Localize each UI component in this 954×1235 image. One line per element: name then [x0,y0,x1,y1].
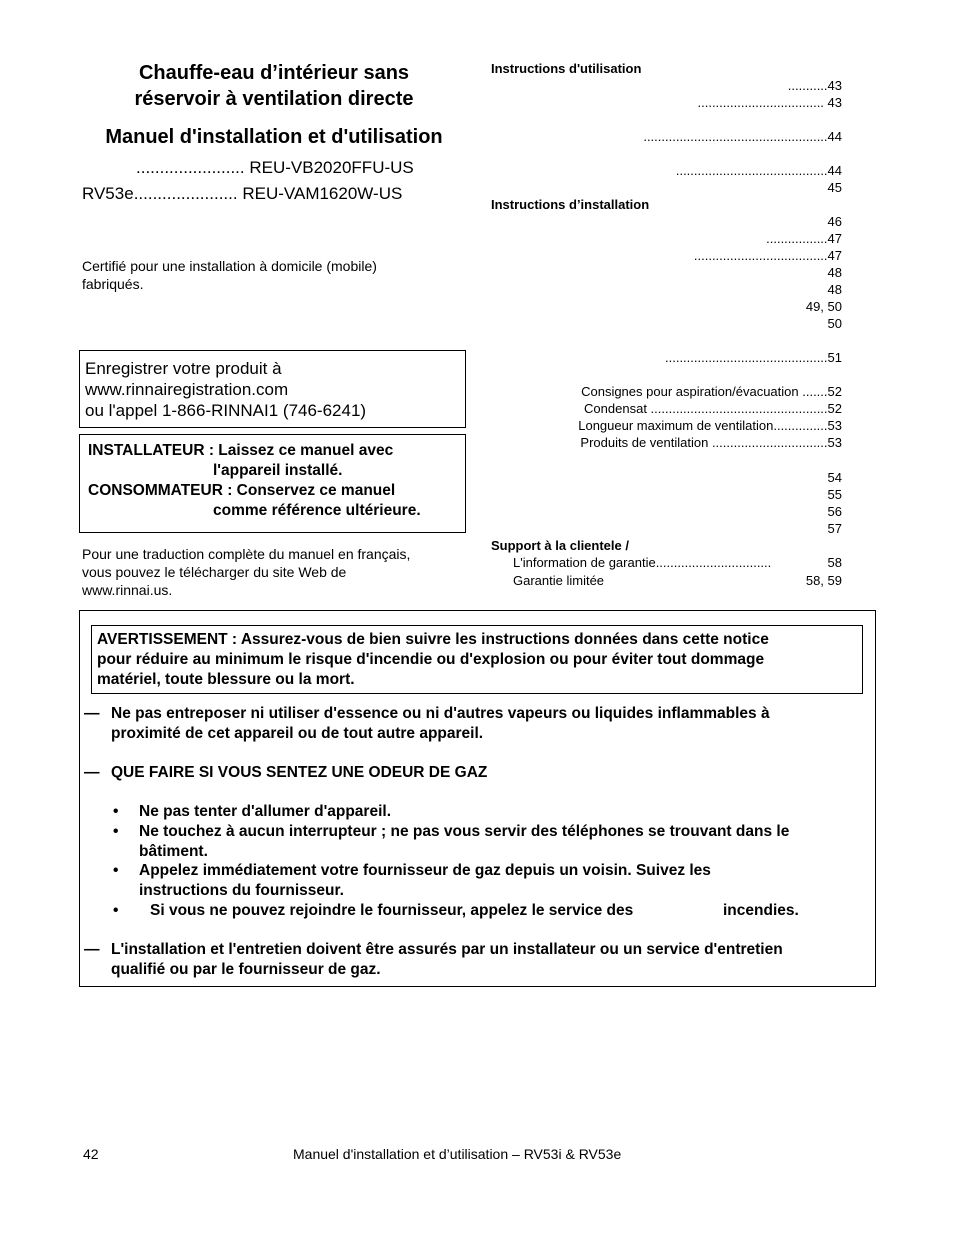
warning-item-installation: L'installation et l'entretien doivent être assurés par un installateur ou un service d'entretien qualifié ou par le fournisseur de gaz. [111,941,783,978]
toc-section-install: Instructions d’installation [491,197,650,212]
bullet-item: Ne touchez à aucun interrupteur ; ne pas vous servir des téléphones se trouvant dans le bâtiment. [139,823,790,860]
page-number: 42 [83,1146,99,1162]
model-dots: ...................... [133,184,238,203]
warning-item-flammable: Ne pas entreposer ni utiliser d'essence ou ni d'autres vapeurs ou liquides inflammables à proximité de cet appareil ou de tout autre appareil. [111,705,770,742]
toc-entry: .................47 [766,231,842,246]
toc-entry: 57 [827,521,842,536]
toc-entry: ...................................................44 [643,129,842,144]
installer-box [79,434,466,533]
toc-entry: ...........43 [787,78,842,93]
installer-line: l'appareil installé. [213,462,343,479]
toc-entry-vent: Longueur maximum de ventilation...............53 [578,418,842,433]
consumer-line: comme référence ultérieure. [213,502,421,519]
toc-entry: 45 [827,180,842,195]
warning-heading-line: AVERTISSEMENT : Assurez-vous de bien suivre les instructions données dans cette notice [97,631,769,648]
bullet-item-continuation: incendies. [723,902,799,919]
warning-item-gas-odor: QUE FAIRE SI VOUS SENTEZ UNE ODEUR DE GAZ [111,764,488,781]
toc-entry: 56 [827,504,842,519]
register-url: www.rinnairegistration.com [85,380,289,399]
dash-marker: — [84,941,100,958]
bullet-marker: • [113,862,119,879]
toc-entry: 50 [827,316,842,331]
bullet-marker: • [113,902,119,919]
manual-subtitle: Manuel d'installation et d'utilisation [105,126,443,148]
register-phone: ou l'appel 1-866-RINNAI1 (746-6241) [85,401,367,420]
installer-line: INSTALLATEUR : Laissez ce manuel avec [88,442,394,459]
model-code: REU-VB2020FFU-US [249,158,414,177]
toc-entry-vent: Produits de ventilation ................................53 [580,435,842,450]
warning-heading-line: pour réduire au minimum le risque d'incendie ou d'explosion ou pour éviter tout dommage [97,651,765,668]
bullet-marker: • [113,823,119,840]
toc-entry-vent: Condensat .................................................52 [584,401,842,416]
toc-entry: .............................................51 [665,350,842,365]
title-line-1: Chauffe-eau d’intérieur sans [138,62,410,84]
toc-section-use: Instructions d'utilisation [491,61,642,76]
toc-entry: 48 [827,282,842,297]
translation-note: Pour une traduction complète du manuel en français, vous pouvez le télécharger du site Web de www.rinnai.us. [82,546,411,598]
toc-entry: 49, 50 [805,299,842,314]
model-prefix: RV53e [82,184,134,203]
toc-entry: 54 [827,470,842,485]
footer-title: Manuel d'installation et d’utilisation – RV53i & RV53e [293,1146,622,1162]
model-code: REU-VAM1620W-US [242,184,403,203]
dash-marker: — [84,764,100,781]
bullet-item: Appelez immédiatement votre fournisseur de gaz depuis un voisin. Suivez les instructions du fournisseur. [139,862,711,899]
bullet-item: Si vous ne pouvez rejoindre le fournisseur, appelez le service des [150,902,634,919]
toc-entry-vent: Consignes pour aspiration/évacuation .......52 [581,384,842,399]
toc-entry: ..........................................44 [675,163,842,178]
bullet-marker: • [113,803,119,820]
toc-entry: 55 [827,487,842,502]
toc-entry: 46 [827,214,842,229]
model-row-2 [82,184,402,204]
consumer-line: CONSOMMATEUR : Conservez ce manuel [88,482,396,499]
model-dots: ....................... [136,158,245,177]
dash-marker: — [84,705,100,722]
register-box [79,350,466,428]
warning-heading-line: matériel, toute blessure ou la mort. [97,671,355,688]
title-line-2: réservoir à ventilation directe [134,88,414,110]
warning-heading-box [91,625,863,694]
toc-entry-support: L'information de garantie................................ 58 [513,555,842,570]
toc-entry: ................................... 43 [697,95,842,110]
register-line: Enregistrer votre produit à [85,359,282,378]
toc-section-support: Support à la clientele / [491,538,629,553]
toc-entry: 48 [827,265,842,280]
bullet-item: Ne pas tenter d'allumer d'appareil. [139,803,392,820]
toc-entry-support: Garantie limitée 58, 59 [513,573,842,588]
model-row-1 [82,158,414,178]
toc-entry: .....................................47 [693,248,842,263]
certification-text: Certifié pour une installation à domicile (mobile) fabriqués. [82,258,377,292]
